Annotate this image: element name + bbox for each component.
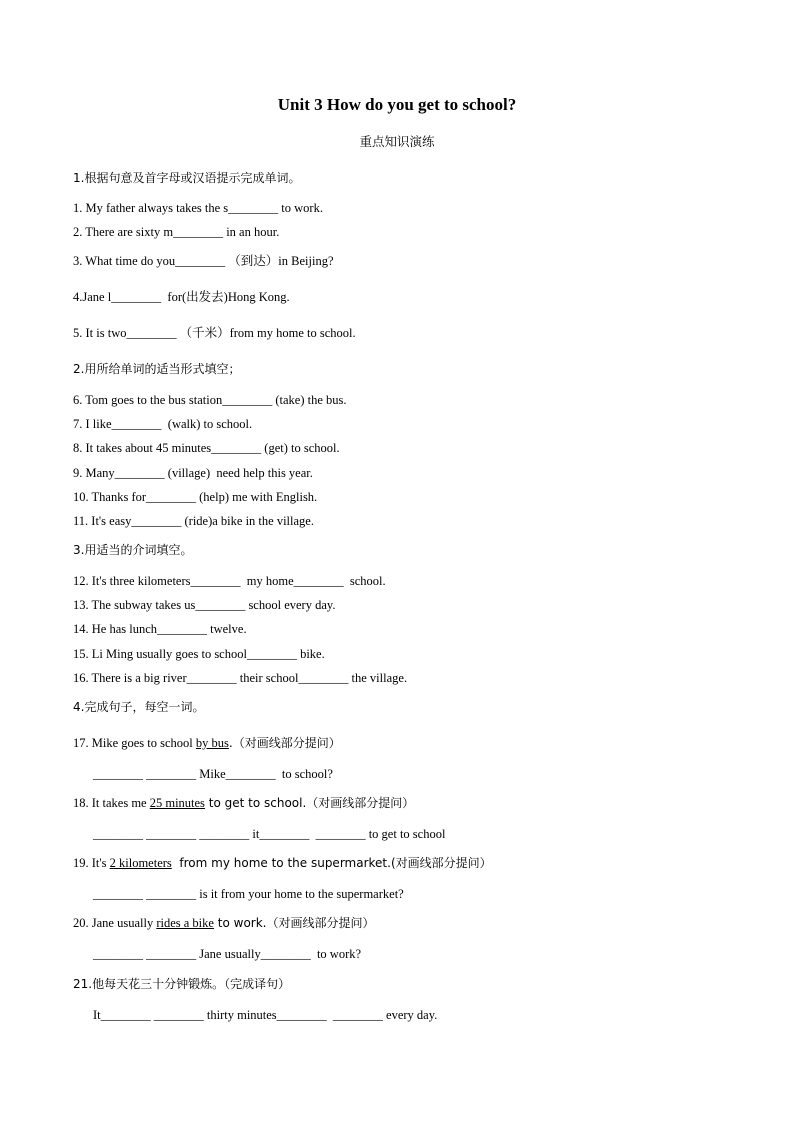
question-8: 8. It takes about 45 minutes________ (get) to school. [73, 441, 340, 455]
question-18-underlined: 25 minutes [149, 796, 205, 810]
question-19-text: 19. It's [73, 856, 110, 870]
question-20-note: to work.（对画线部分提问） [213, 916, 375, 930]
question-12: 12. It's three kilometers________ my home________ school. [73, 574, 386, 588]
answer-20: ________ ________ Jane usually________ to work? [93, 947, 362, 961]
question-6: 6. Tom goes to the bus station________ (take) the bus. [73, 393, 347, 407]
section-heading-3: 3.用适当的介词填空。 [73, 543, 193, 557]
section-heading-4: 4.完成句子，每空一词。 [73, 700, 205, 714]
section-heading-2: 2.用所给单词的适当形式填空； [73, 362, 241, 376]
question-1: 1. My father always takes the s________ to work. [73, 201, 323, 215]
question-13: 13. The subway takes us________ school every day. [73, 598, 336, 612]
answer-21: It________ ________ thirty minutes________ ________ every day. [93, 1008, 438, 1022]
question-7: 7. I like________ (walk) to school. [73, 417, 253, 431]
question-18-note: to get to school.（对画线部分提问） [204, 796, 415, 810]
question-18 [73, 795, 414, 811]
answer-18: ________ ________ ________ it________ ________ to get to school [93, 827, 446, 841]
question-11: 11. It's easy________ (ride)a bike in the village. [73, 514, 314, 528]
question-17-underlined: by bus [195, 736, 229, 750]
question-14: 14. He has lunch________ twelve. [73, 622, 247, 636]
page-title: Unit 3 How do you get to school? [277, 95, 517, 114]
question-3: 3. What time do you________ （到达）in Beijing? [73, 254, 334, 268]
question-20-underlined: rides a bike [156, 916, 214, 930]
answer-19: ________ ________ is it from your home to the supermarket? [93, 887, 404, 901]
question-9: 9. Many________ (village) need help this year. [73, 466, 313, 480]
question-17-note: .（对画线部分提问） [228, 736, 341, 750]
question-18-text: 18. It takes me [73, 796, 150, 810]
question-17-text: 17. Mike goes to school [73, 736, 196, 750]
question-19 [73, 855, 492, 871]
question-5: 5. It is two________ （千米）from my home to school. [73, 326, 356, 340]
answer-17: ________ ________ Mike________ to school? [93, 767, 333, 781]
question-15: 15. Li Ming usually goes to school________ bike. [73, 647, 325, 661]
question-10: 10. Thanks for________ (help) me with English. [73, 490, 318, 504]
question-21: 21.他每天花三十分钟锻炼。（完成译句） [73, 977, 291, 991]
question-20-text: 20. Jane usually [73, 916, 157, 930]
question-2: 2. There are sixty m________ in an hour. [73, 225, 280, 239]
question-16: 16. There is a big river________ their school________ the village. [73, 671, 408, 685]
question-20 [73, 915, 374, 931]
question-19-note: from my home to the supermarket.(对画线部分提问） [171, 856, 492, 870]
question-17 [73, 735, 341, 751]
page-subtitle: 重点知识演练 [359, 134, 435, 149]
question-4: 4.Jane l________ for(出发去)Hong Kong. [73, 290, 290, 304]
question-19-underlined: 2 kilometers [109, 856, 172, 870]
section-heading-1: 1.根据句意及首字母或汉语提示完成单词。 [73, 171, 301, 185]
